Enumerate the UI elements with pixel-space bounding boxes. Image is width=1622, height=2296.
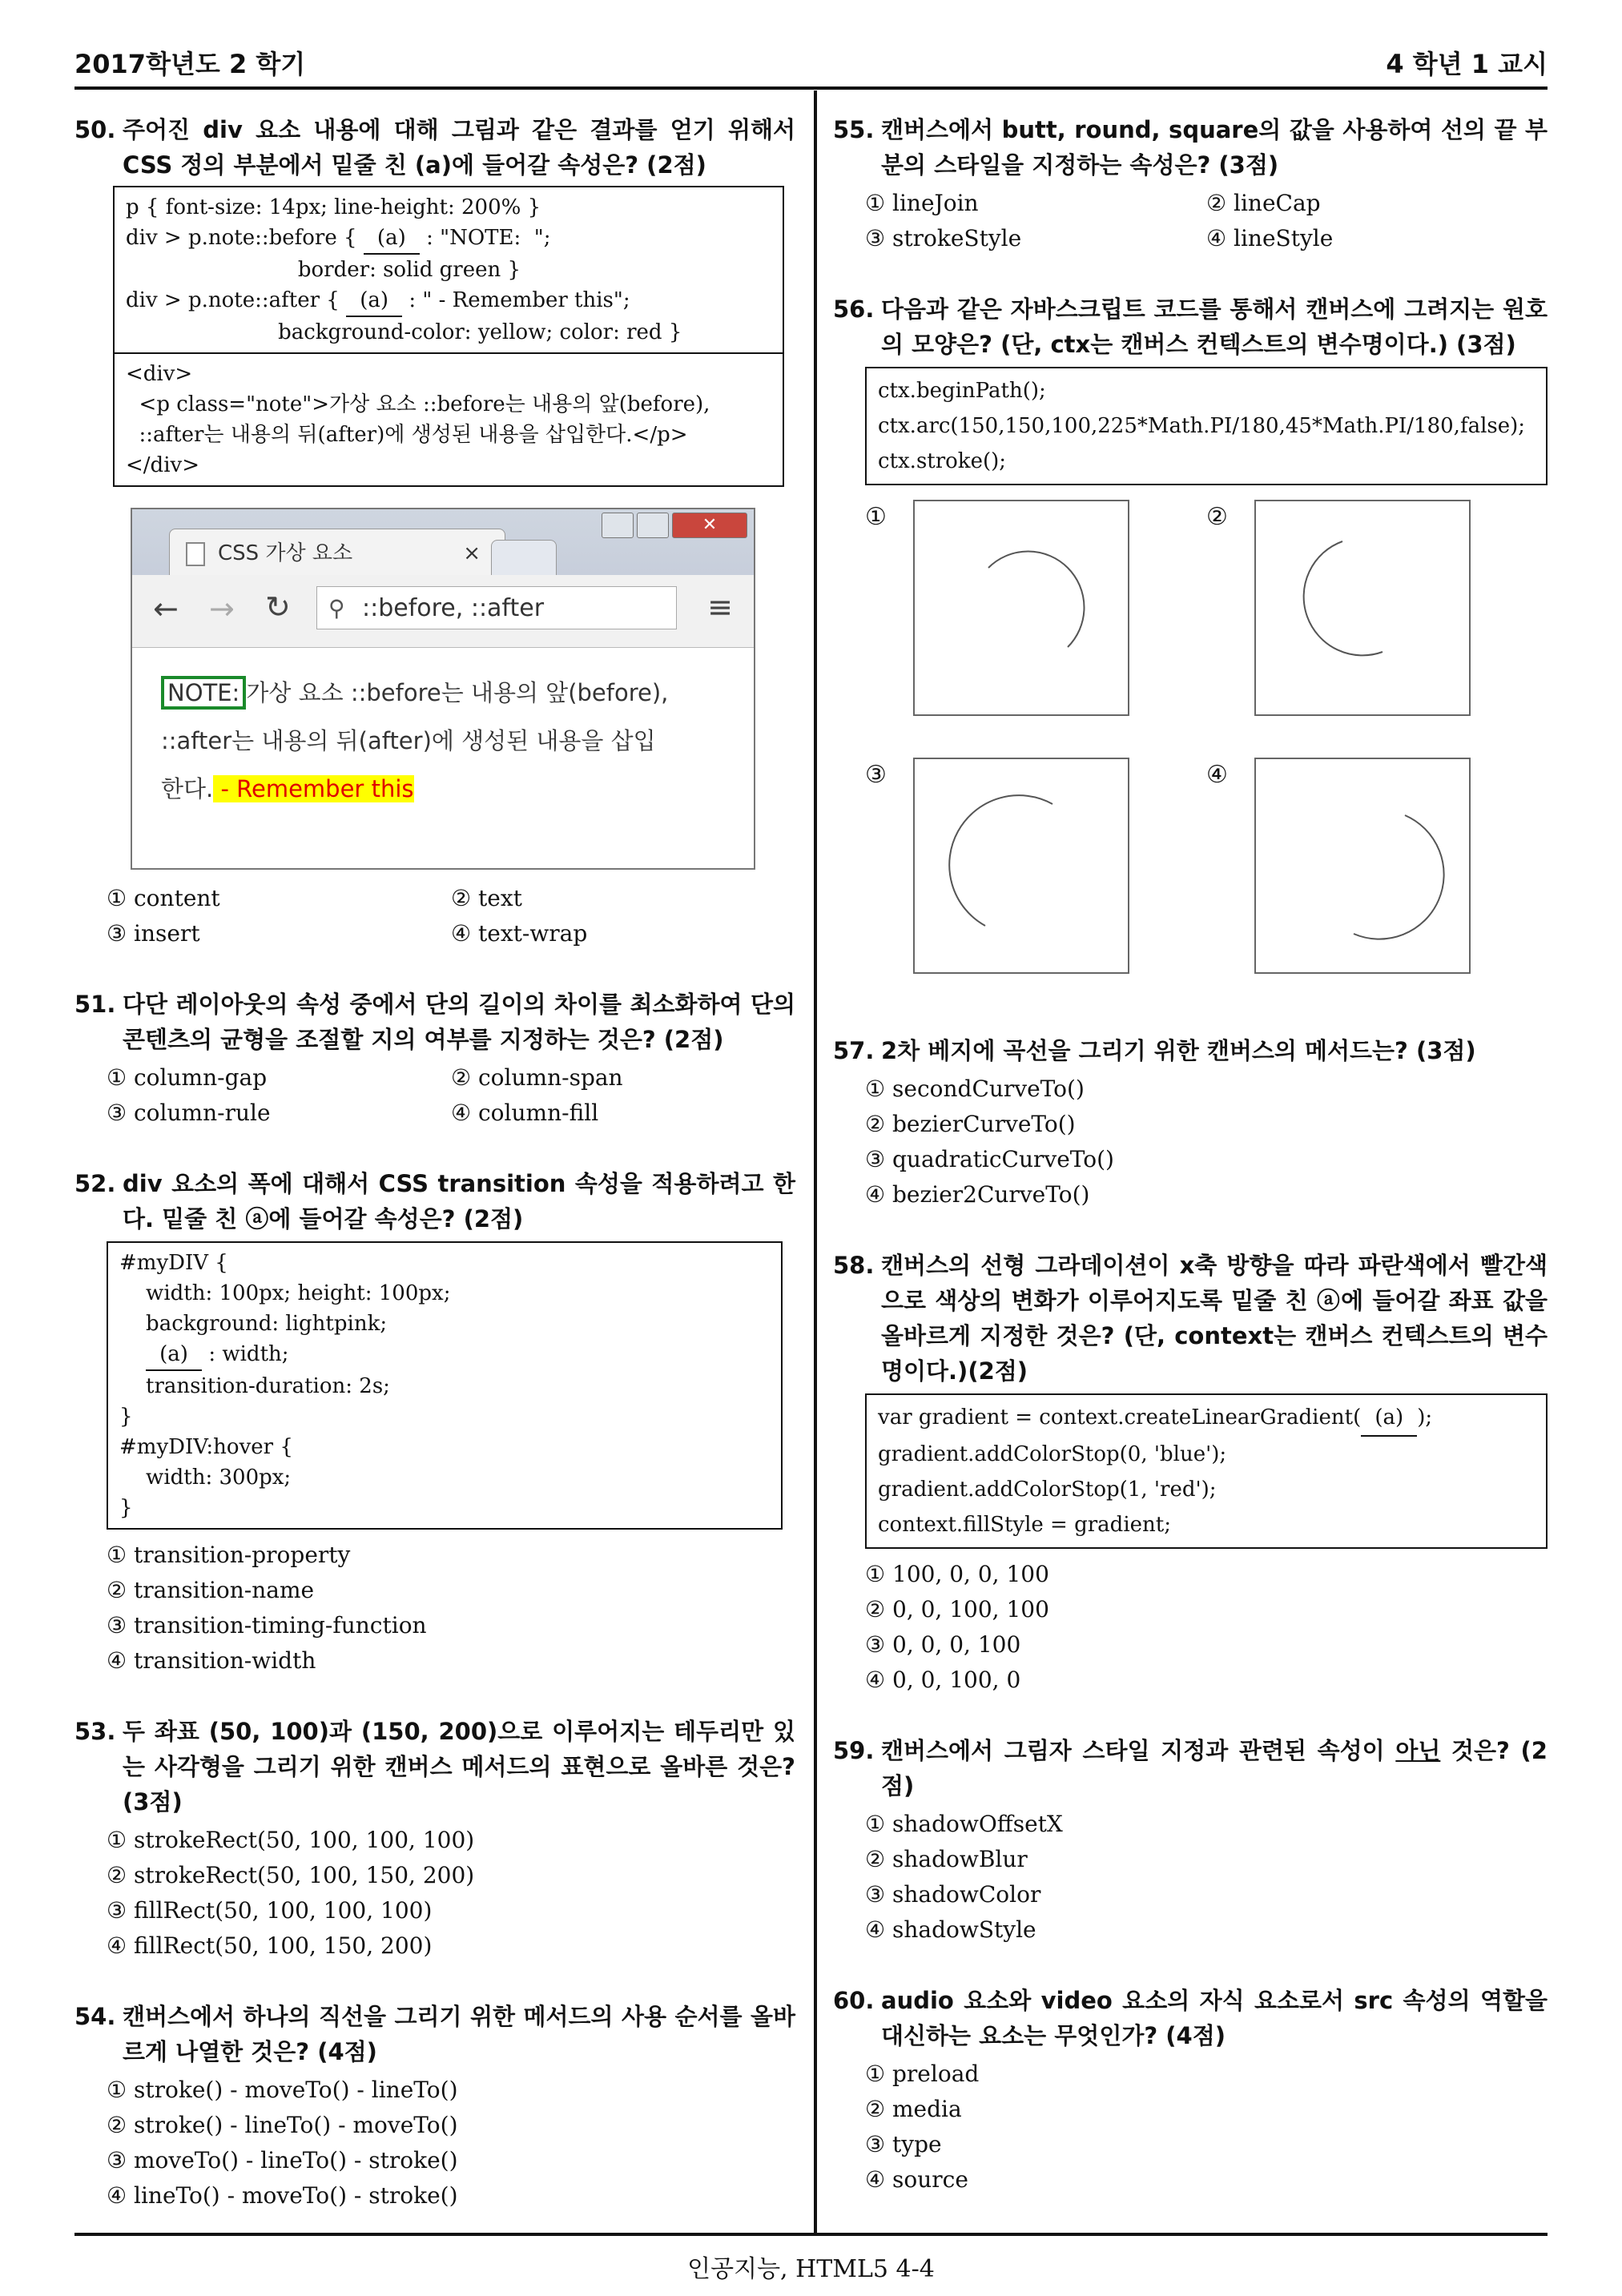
q57-text: 2차 베지에 곡선을 그리기 위한 캔버스의 메서드는? (3점) xyxy=(881,1037,1476,1064)
q53-number: 53. xyxy=(74,1718,116,1745)
browser-tab[interactable] xyxy=(169,529,505,577)
question-58 xyxy=(833,1248,1548,1698)
q58-code-line: gradient.addColorStop(0, 'blue'); xyxy=(878,1442,1227,1466)
question-56 xyxy=(833,292,1548,998)
arc-figure-2 xyxy=(1254,500,1471,716)
address-text: ::before, ::after xyxy=(362,594,545,622)
q58-code-line-end: ); xyxy=(1417,1405,1433,1429)
q50-blank-a1: (a) xyxy=(364,223,420,255)
q58-text: 캔버스의 선형 그라데이션이 x축 방향을 따라 파란색에서 빨간색으로 색상의 변화가 이루어지도록 밑줄 친 ⓐ에 들어갈 좌표 값을 올바르게 지정한 것은? (단, context는 캔버스 컨텍스트의 변수명이다.)(2점) xyxy=(881,1252,1548,1385)
q58-option-3[interactable]: ③ 0, 0, 0, 100 xyxy=(865,1631,1021,1658)
q57-number: 57. xyxy=(833,1037,875,1064)
column-divider xyxy=(814,90,817,2235)
maximize-icon[interactable] xyxy=(637,513,669,538)
q50-css-code xyxy=(115,187,783,354)
q60-option-2[interactable]: ② media xyxy=(865,2096,962,2122)
tab-title: CSS 가상 요소 xyxy=(218,541,353,565)
right-column xyxy=(833,112,1548,2233)
q52-code-line: transition-duration: 2s; xyxy=(119,1374,390,1398)
question-53 xyxy=(74,1714,795,1964)
q52-number: 52. xyxy=(74,1170,116,1197)
q51-options xyxy=(74,1060,795,1131)
q59-option-2[interactable]: ② shadowBlur xyxy=(865,1846,1028,1872)
q56-label-4: ④ xyxy=(1206,761,1228,789)
exam-term: 2017학년도 2 학기 xyxy=(74,49,306,79)
q58-option-1[interactable]: ① 100, 0, 0, 100 xyxy=(865,1561,1049,1587)
q55-option-2[interactable]: ② lineCap xyxy=(1206,190,1321,216)
note-box: NOTE: xyxy=(161,676,246,710)
q56-code xyxy=(865,367,1548,485)
q52-option-1[interactable]: ① transition-property xyxy=(107,1542,351,1568)
q52-code-line: } xyxy=(119,1405,133,1429)
tab-close-icon[interactable]: × xyxy=(463,541,481,565)
new-tab-button[interactable] xyxy=(491,540,557,576)
remember-highlight: - Remember this xyxy=(213,775,414,802)
q50-css-line2: div > p.note::before { xyxy=(126,226,364,250)
q52-code-line: width: 300px; xyxy=(119,1466,292,1490)
page-footer: 인공지능, HTML5 4-4 xyxy=(687,2255,935,2283)
q56-label-3: ③ xyxy=(865,761,887,789)
q55-option-3[interactable]: ③ strokeStyle xyxy=(865,225,1022,251)
q59-number: 59. xyxy=(833,1737,875,1764)
q56-option-3[interactable] xyxy=(865,758,1206,998)
q52-code-line: : width; xyxy=(202,1342,289,1366)
q52-code-line: } xyxy=(119,1496,133,1520)
question-55 xyxy=(833,112,1548,256)
question-52 xyxy=(74,1166,795,1679)
minimize-icon[interactable] xyxy=(602,513,634,538)
q51-number: 51. xyxy=(74,991,116,1018)
question-51 xyxy=(74,987,795,1131)
q50-css-line2-end: : "NOTE: "; xyxy=(419,226,551,250)
q54-number: 54. xyxy=(74,2003,116,2030)
q57-option-3[interactable]: ③ quadraticCurveTo() xyxy=(865,1146,1114,1172)
q59-option-4[interactable]: ④ shadowStyle xyxy=(865,1916,1036,1943)
q50-css-line4-end: : " - Remember this"; xyxy=(402,288,630,312)
q55-options xyxy=(833,186,1548,256)
content-line3: 한다. xyxy=(161,775,214,802)
q54-option-4[interactable]: ④ lineTo() - moveTo() - stroke() xyxy=(107,2182,458,2209)
back-icon[interactable]: ← xyxy=(153,591,179,626)
browser-tabbar xyxy=(132,509,754,575)
q53-text: 두 좌표 (50, 100)과 (150, 200)으로 이루어지는 테두리만 있는 사각형을 그리기 위한 캔버스 메서드의 표현으로 올바른 것은? (3점) xyxy=(123,1718,795,1815)
q57-option-1[interactable]: ① secondCurveTo() xyxy=(865,1076,1085,1102)
q56-figures xyxy=(865,500,1548,998)
q53-option-4[interactable]: ④ fillRect(50, 100, 150, 200) xyxy=(107,1932,433,1959)
q52-option-2[interactable]: ② transition-name xyxy=(107,1577,315,1603)
q50-number: 50. xyxy=(74,116,116,143)
q50-option-1[interactable]: ① content xyxy=(107,885,220,911)
arc-figure-3 xyxy=(913,758,1129,974)
browser-toolbar xyxy=(132,575,754,648)
q58-code-line: context.fillStyle = gradient; xyxy=(878,1513,1171,1537)
q50-option-2[interactable]: ② text xyxy=(451,885,522,911)
q50-css-line5: background-color: yellow; color: red } xyxy=(126,320,682,344)
q56-label-1: ① xyxy=(865,503,887,531)
q50-option-4[interactable]: ④ text-wrap xyxy=(451,920,588,947)
q53-option-2[interactable]: ② strokeRect(50, 100, 150, 200) xyxy=(107,1862,475,1888)
header-rule xyxy=(74,86,1548,90)
q55-option-1[interactable]: ① lineJoin xyxy=(865,190,979,216)
q60-option-1[interactable]: ① preload xyxy=(865,2061,980,2087)
menu-icon[interactable]: ≡ xyxy=(707,589,733,625)
q60-option-4[interactable]: ④ source xyxy=(865,2166,968,2193)
q52-code-line: width: 100px; height: 100px; xyxy=(119,1281,451,1305)
q50-css-line1: p { font-size: 14px; line-height: 200% } xyxy=(126,195,541,219)
content-line2: ::after는 내용의 뒤(after)에 생성된 내용을 삽입 xyxy=(161,727,656,754)
address-bar[interactable] xyxy=(316,586,677,629)
q56-option-4[interactable] xyxy=(1206,758,1548,998)
q51-option-3[interactable]: ③ column-rule xyxy=(107,1100,271,1126)
q52-code-line: #myDIV:hover { xyxy=(119,1435,293,1459)
q50-code-box xyxy=(113,186,784,487)
q54-option-1[interactable]: ① stroke() - moveTo() - lineTo() xyxy=(107,2077,458,2103)
q50-options xyxy=(74,881,795,951)
q56-option-2[interactable] xyxy=(1206,500,1548,740)
content-line1: 가상 요소 ::before는 내용의 앞(before), xyxy=(246,679,669,706)
reload-icon[interactable]: ↻ xyxy=(265,589,291,625)
q51-option-4[interactable]: ④ column-fill xyxy=(451,1100,599,1126)
q52-text: div 요소의 폭에 대해서 CSS transition 속성을 적용하려고 한다. 밑줄 친 ⓐ에 들어갈 속성은? (2점) xyxy=(123,1170,795,1232)
forward-icon[interactable]: → xyxy=(209,591,235,626)
q58-code-line: gradient.addColorStop(1, 'red'); xyxy=(878,1478,1217,1502)
q53-option-3[interactable]: ③ fillRect(50, 100, 100, 100) xyxy=(107,1897,433,1924)
q55-option-4[interactable]: ④ lineStyle xyxy=(1206,225,1334,251)
q59-option-3[interactable]: ③ shadowColor xyxy=(865,1881,1041,1908)
q60-text: audio 요소와 video 요소의 자식 요소로서 src 속성의 역할을 대신하는 요소는 무엇인가? (4점) xyxy=(881,1987,1548,2049)
q53-option-1[interactable]: ① strokeRect(50, 100, 100, 100) xyxy=(107,1827,475,1853)
q50-html-code: <div> <p class="note">가상 요소 ::before는 내용의 앞(before), ::after는 내용의 뒤(after)에 생성된 내용을 삽입한다.</p> </div> xyxy=(126,362,710,477)
q52-option-3[interactable]: ③ transition-timing-function xyxy=(107,1612,427,1639)
q55-number: 55. xyxy=(833,116,875,143)
question-54 xyxy=(74,1999,795,2214)
q54-text: 캔버스에서 하나의 직선을 그리기 위한 메서드의 사용 순서를 올바르게 나열한 것은? (4점) xyxy=(123,2003,795,2065)
q56-text: 다음과 같은 자바스크립트 코드를 통해서 캔버스에 그려지는 원호의 모양은? (단, ctx는 캔버스 컨텍스트의 변수명이다.) (3점) xyxy=(881,296,1548,358)
arc-figure-1 xyxy=(913,500,1129,716)
q56-code-line: ctx.arc(150,150,100,225*Math.PI/180,45*Math.PI/180,false); xyxy=(878,414,1526,438)
question-59 xyxy=(833,1733,1548,1948)
browser-content xyxy=(132,648,754,868)
q58-blank-a: (a) xyxy=(1361,1400,1417,1437)
q56-code-line: ctx.beginPath(); xyxy=(878,379,1046,403)
q52-option-4[interactable]: ④ transition-width xyxy=(107,1647,316,1674)
q54-option-3[interactable]: ③ moveTo() - lineTo() - stroke() xyxy=(107,2147,458,2173)
q59-option-1[interactable]: ① shadowOffsetX xyxy=(865,1811,1063,1837)
q56-code-line: ctx.stroke(); xyxy=(878,449,1006,473)
q60-option-3[interactable]: ③ type xyxy=(865,2131,942,2157)
q58-number: 58. xyxy=(833,1252,875,1279)
q59-text-emphasis: 아닌 xyxy=(1395,1737,1441,1764)
q50-css-line3: border: solid green } xyxy=(126,258,521,282)
q52-blank-a: (a) xyxy=(146,1339,202,1371)
q58-option-2[interactable]: ② 0, 0, 100, 100 xyxy=(865,1596,1049,1622)
q60-number: 60. xyxy=(833,1987,875,2014)
question-50 xyxy=(74,112,795,951)
q58-code-line: var gradient = context.createLinearGradient( xyxy=(878,1405,1362,1429)
q56-option-1[interactable] xyxy=(865,500,1206,740)
q55-text: 캔버스에서 butt, round, square의 값을 사용하여 선의 끝 부분의 스타일을 지정하는 속성은? (3점) xyxy=(881,116,1548,179)
grade-period: 4 학년 1 교시 xyxy=(1386,49,1548,79)
q52-code-indent xyxy=(119,1342,146,1366)
close-window-icon[interactable]: ✕ xyxy=(672,513,747,538)
q52-code xyxy=(107,1241,783,1530)
q59-text-c: 것은? (2점) xyxy=(881,1737,1548,1799)
q50-blank-a2: (a) xyxy=(346,285,402,317)
q50-option-3[interactable]: ③ insert xyxy=(107,920,200,947)
q59-text-a: 캔버스에서 그림자 스타일 지정과 관련된 속성이 xyxy=(881,1737,1396,1764)
search-icon: ⚲ xyxy=(328,595,345,621)
question-57 xyxy=(833,1033,1548,1212)
q58-option-4[interactable]: ④ 0, 0, 100, 0 xyxy=(865,1667,1021,1693)
q51-option-2[interactable]: ② column-span xyxy=(451,1064,623,1091)
q50-text: 주어진 div 요소 내용에 대해 그림과 같은 결과를 얻기 위해서 CSS 정의 부분에서 밑줄 친 (a)에 들어갈 속성은? (2점) xyxy=(123,116,795,179)
browser-screenshot xyxy=(131,508,755,870)
q57-option-2[interactable]: ② bezierCurveTo() xyxy=(865,1111,1076,1137)
q51-option-1[interactable]: ① column-gap xyxy=(107,1064,268,1091)
page-icon xyxy=(186,542,205,566)
q54-option-2[interactable]: ② stroke() - lineTo() - moveTo() xyxy=(107,2112,458,2138)
arc-figure-4 xyxy=(1254,758,1471,974)
q58-code xyxy=(865,1393,1548,1549)
q59-text xyxy=(881,1733,1548,1803)
q51-text: 다단 레이아웃의 속성 중에서 단의 길이의 차이를 최소화하여 단의 콘텐츠의 균형을 조절할 지의 여부를 지정하는 것은? (2점) xyxy=(123,991,795,1053)
q50-css-line4: div > p.note::after { xyxy=(126,288,347,312)
q52-code-line: background: lightpink; xyxy=(119,1312,388,1336)
q52-code-line: #myDIV { xyxy=(119,1251,228,1275)
question-60 xyxy=(833,1983,1548,2197)
left-column xyxy=(74,112,795,2249)
q56-label-2: ② xyxy=(1206,503,1228,531)
q57-option-4[interactable]: ④ bezier2CurveTo() xyxy=(865,1181,1090,1208)
q56-number: 56. xyxy=(833,296,875,323)
